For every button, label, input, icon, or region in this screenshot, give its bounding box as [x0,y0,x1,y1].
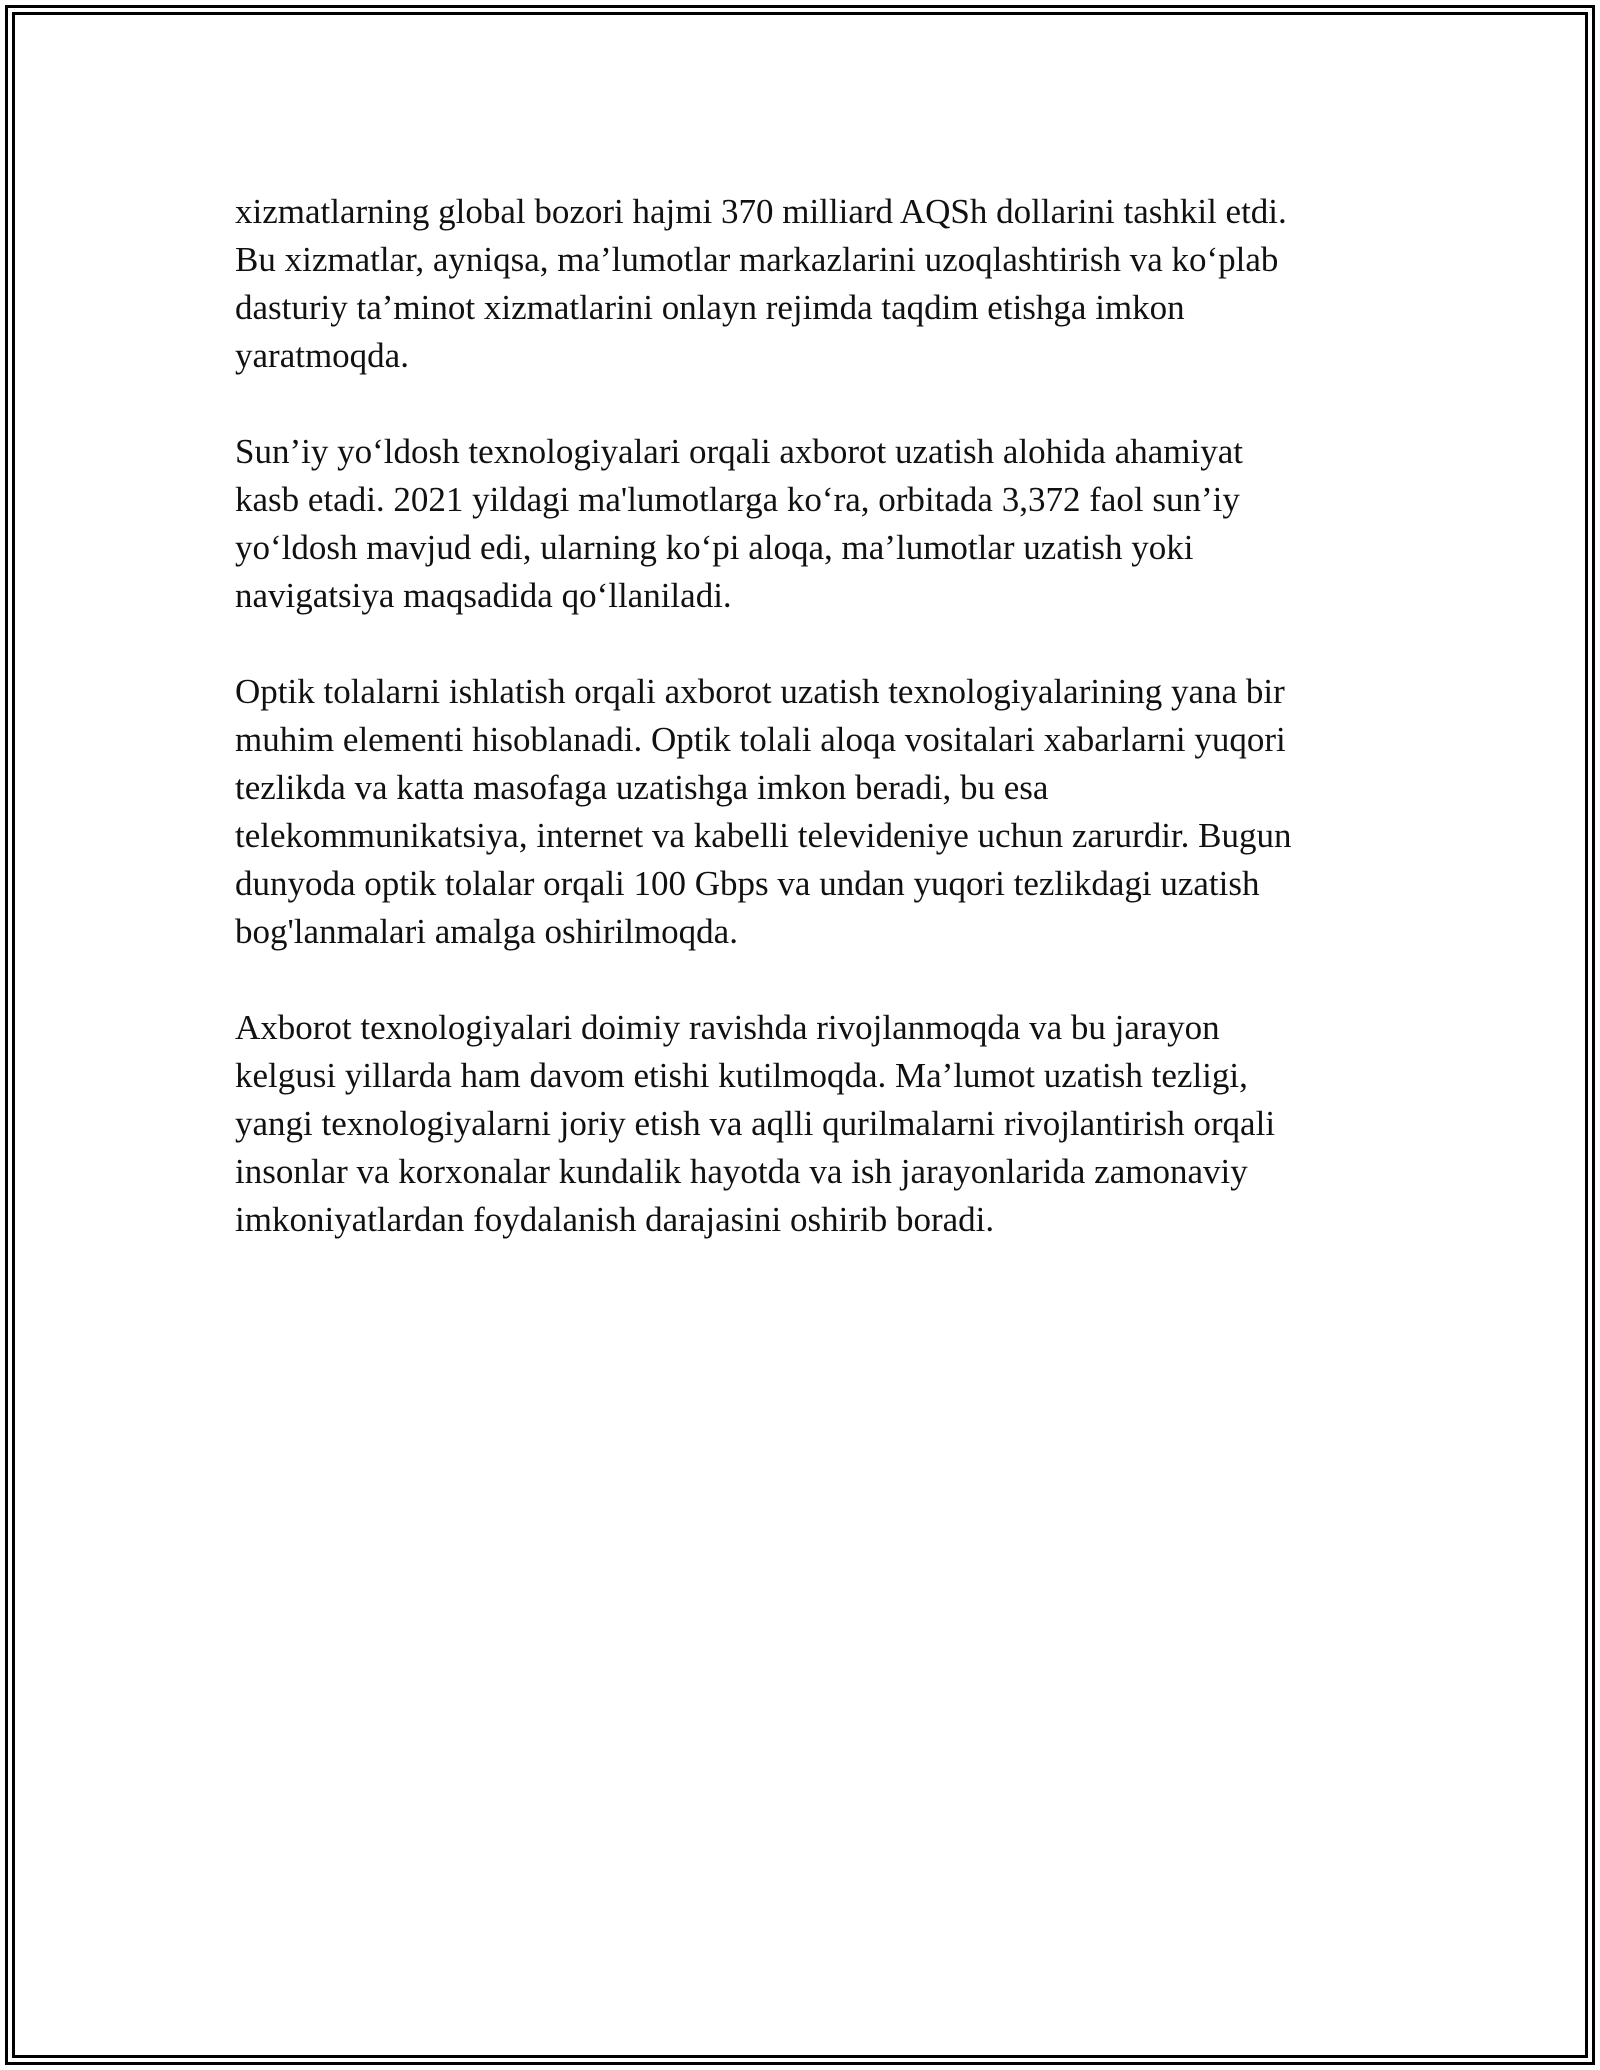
paragraph-satellite-technology: Sun’iy yo‘ldosh texnologiyalari orqali axborot uzatish alohida ahamiyat kasb etadi. 2021 yildagi ma'lumotlarga ko‘ra, orbitada 3,372 faol sun’iy yo‘ldosh mavjud edi, ularning ko‘pi aloqa, ma’lumotlar uzatish yoki navigatsiya maqsadida qo‘llaniladi. [235,432,1243,615]
paragraph-future-development: Axborot texnologiyalari doimiy ravishda rivojlanmoqda va bu jarayon kelgusi yillarda ham davom etishi kutilmoqda. Ma’lumot uzatish tezligi, yangi texnologiyalarni joriy etish va aqlli qurilmalarni rivojlantirish orqali insonlar va korxonalar kundalik hayotda va ish jarayonlarida zamonaviy imkoniyatlardan foydalanish darajasini oshirib boradi. [235,1008,1276,1239]
paragraph-cloud-services: xizmatlarning global bozori hajmi 370 milliard AQSh dollarini tashkil etdi. Bu xizmatlar, ayniqsa, ma’lumotlar markazlarini uzoqlashtirish va ko‘plab dasturiy ta’minot xizmatlarini onlayn rejimda taqdim etishga imkon yaratmoqda. [235,192,1287,375]
document-body [235,188,1365,1292]
paragraph-optical-fiber: Optik tolalarni ishlatish orqali axborot uzatish texnologiyalarining yana bir muhim elementi hisoblanadi. Optik tolali aloqa vositalari xabarlarni yuqori tezlikda va katta masofaga uzatishga imkon beradi, bu esa telekommunikatsiya, internet va kabelli televideniye uchun zarurdir. Bugun dunyoda optik tolalar orqali 100 Gbps va undan yuqori tezlikdagi uzatish bog'lanmalari amalga oshirilmoqda. [235,672,1292,951]
